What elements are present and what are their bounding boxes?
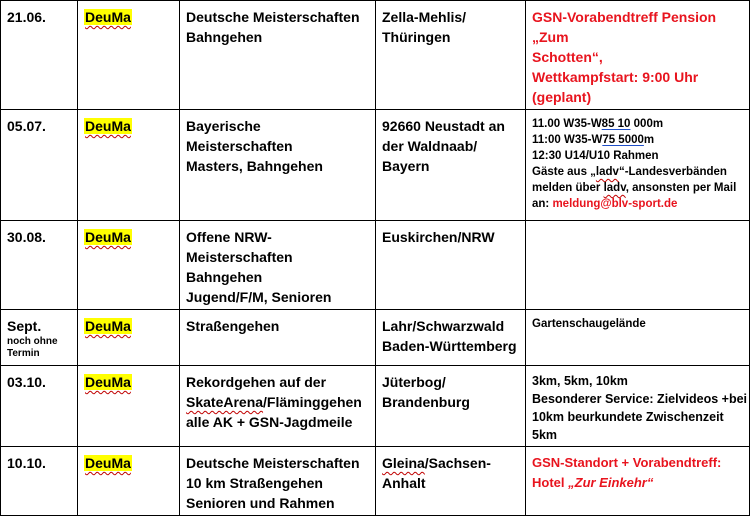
info-cell: GSN-Vorabendtreff Pension „Zum Schotten“, Wettkampfstart: 9:00 Uhr (geplant): [526, 1, 750, 110]
table-row: [1, 110, 750, 221]
location-cell: Jüterbog/ Brandenburg: [376, 366, 526, 447]
date-cell: 10.10.: [1, 447, 78, 516]
table-row: [1, 310, 750, 366]
info-cell: Gartenschaugelände: [526, 310, 750, 366]
info-cell: 3km, 5km, 10km Besonderer Service: Zielvideos +bei 10km beurkundete Zwischenzeit 5km: [526, 366, 750, 447]
info-cell: [526, 221, 750, 310]
info-cell: 11.00 W35-W85 10 000m 11:00 W35-W75 5000m 12:30 U14/U10 Rahmen Gäste aus „ladv“-Landesverbänden melden über ladv, ansonsten per Mail an: meldung@blv-sport.de: [526, 110, 750, 221]
type-badge: DeuMa: [85, 9, 131, 25]
table-row: [1, 366, 750, 447]
event-cell: Straßengehen: [180, 310, 376, 366]
info-cell: GSN-Standort + Vorabendtreff: Hotel „Zur Einkehr“: [526, 447, 750, 516]
date-cell: 03.10.: [1, 366, 78, 447]
table-row: [1, 1, 750, 110]
event-cell: Bayerische Meisterschaften Masters, Bahngehen: [180, 110, 376, 221]
type-cell: [78, 366, 180, 447]
date-cell: 21.06.: [1, 1, 78, 110]
type-cell: [78, 221, 180, 310]
table-row: [1, 221, 750, 310]
table-row: [1, 447, 750, 516]
date-cell: 05.07.: [1, 110, 78, 221]
email-link[interactable]: meldung@blv-sport.de: [552, 198, 678, 210]
type-badge: DeuMa: [85, 455, 131, 471]
date-cell: 30.08.: [1, 221, 78, 310]
location-cell: Lahr/Schwarzwald Baden-Württemberg: [376, 310, 526, 366]
event-cell: Deutsche Meisterschaften Bahngehen: [180, 1, 376, 110]
type-cell: [78, 1, 180, 110]
type-cell: [78, 310, 180, 366]
event-cell: Deutsche Meisterschaften 10 km Straßengehen Senioren und Rahmen: [180, 447, 376, 516]
date-cell: Sept. noch ohne Termin: [1, 310, 78, 366]
location-cell: Zella-Mehlis/ Thüringen: [376, 1, 526, 110]
location-cell: Euskirchen/NRW: [376, 221, 526, 310]
type-badge: DeuMa: [85, 374, 131, 390]
type-cell: [78, 447, 180, 516]
type-badge: DeuMa: [85, 318, 131, 334]
event-cell: Rekordgehen auf der SkateArena/Fläminggehen alle AK + GSN-Jagdmeile: [180, 366, 376, 447]
type-badge: DeuMa: [85, 229, 131, 245]
event-cell: Offene NRW- Meisterschaften Bahngehen Jugend/F/M, Senioren: [180, 221, 376, 310]
location-cell: 92660 Neustadt an der Waldnaab/ Bayern: [376, 110, 526, 221]
type-cell: [78, 110, 180, 221]
type-badge: DeuMa: [85, 118, 131, 134]
location-cell: Gleina/Sachsen- Anhalt: [376, 447, 526, 516]
